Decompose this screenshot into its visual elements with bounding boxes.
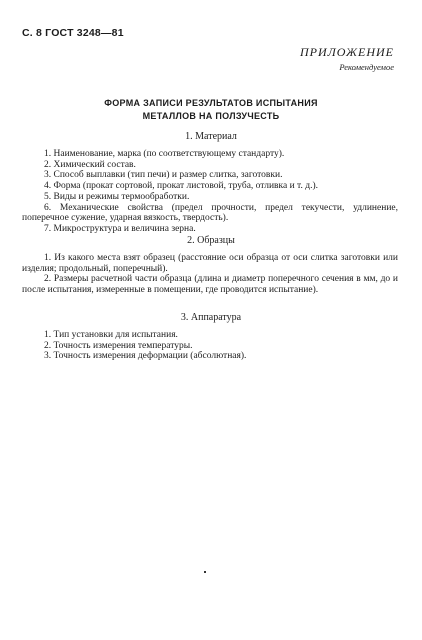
page-mark — [204, 571, 206, 573]
list-item: 4. Форма (прокат сортовой, прокат листовой, труба, отливка и т. д.). — [44, 181, 318, 192]
appendix-label — [300, 45, 394, 72]
list-item: 7. Микроструктура и величина зерна. — [44, 223, 196, 234]
list-item: 2. Точность измерения температуры. — [44, 340, 193, 351]
list-item: 2. Размеры расчетной части образца (длина и диаметр поперечного сечения в мм, до и после испытания, измеренные в помещении, где проводится испытание). — [22, 274, 398, 296]
section-heading-apparatus: 3. Аппаратура — [180, 312, 242, 323]
list-item: 2. Химический состав. — [44, 159, 136, 170]
section-apparatus-list — [22, 330, 398, 362]
appendix-title: ПРИЛОЖЕНИЕ — [300, 45, 394, 59]
list-item: 3. Способ выплавки (тип печи) и размер слитка, заготовки. — [44, 170, 283, 181]
section-material-list — [22, 149, 398, 235]
list-item: 6. Механические свойства (предел прочности, предел текучести, удлинение, поперечное сужение, ударная вязкость, твердость). — [22, 202, 398, 224]
list-item: 5. Виды и режимы термообработки. — [44, 191, 190, 202]
page-header: С. 8 ГОСТ 3248—81 — [22, 27, 124, 39]
document-title — [0, 97, 422, 123]
list-item: 1. Тип установки для испытания. — [44, 330, 178, 340]
list-item: 1. Из какого места взят образец (расстояние оси образца от оси слитка заготовки или изделия; продольный, поперечный). — [22, 253, 398, 274]
document-title-line-1: ФОРМА ЗАПИСИ РЕЗУЛЬТАТОВ ИСПЫТАНИЯ — [104, 98, 318, 108]
list-item: 1. Наименование, марка (по соответствующему стандарту). — [44, 149, 285, 159]
section-heading-specimens: 2. Образцы — [187, 235, 235, 246]
list-item: 3. Точность измерения деформации (абсолютная). — [44, 351, 247, 362]
section-heading-material: 1. Материал — [185, 131, 237, 142]
document-title-line-2: МЕТАЛЛОВ НА ПОЛЗУЧЕСТЬ — [142, 111, 280, 121]
appendix-subtitle: Рекомендуемое — [339, 62, 394, 72]
section-specimens-list — [22, 253, 398, 296]
